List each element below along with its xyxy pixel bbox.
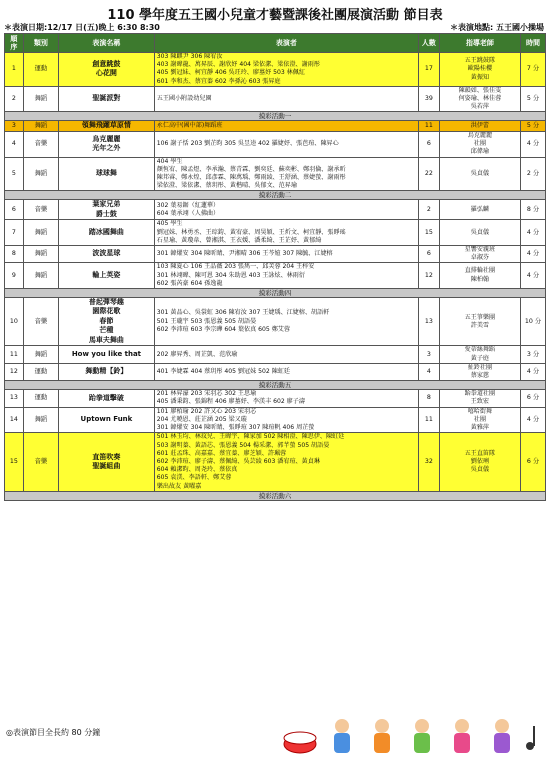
row-count <box>419 200 440 220</box>
row-performers-line: 601 李和杰、蔡宜蓁 602 李孫沁 603 張昇庭 <box>156 77 281 85</box>
row-performers <box>154 121 418 132</box>
row-teacher-line: 吳貞儀 <box>470 169 490 177</box>
row-teacher-line: 五王直笛隊 <box>464 449 496 457</box>
row-count-line: 3 <box>426 350 431 358</box>
row-show-name-line: 園際花歌 <box>92 307 121 316</box>
row-teacher <box>439 297 520 346</box>
row-category <box>23 86 58 112</box>
row-show-name <box>59 346 155 363</box>
row-show-name-line: 球球舞 <box>95 169 117 178</box>
row-teacher <box>439 245 520 262</box>
row-count <box>419 220 440 246</box>
row-performers-line: 405 潘秉鈞、張錦程 406 廖墓妤、李渼丰 602 廖子濤 <box>156 398 305 406</box>
program-row <box>5 53 546 87</box>
row-teacher-line: 吳貞儀 <box>470 466 490 474</box>
row-performers <box>154 245 418 262</box>
row-performers-line: 顏恆宥、陳孟煜、李承瀚、蔡青霖、劉奕廷、蘇奕彬、鄭羽倫、謝承昕 <box>156 165 346 173</box>
row-teacher-line: 跆拳道社團 <box>464 390 496 398</box>
program-body <box>5 53 546 501</box>
row-teacher-line: 五王跳鼓隊 <box>464 57 496 65</box>
interlude-label: 摸彩活動一 <box>5 112 546 121</box>
row-time-line: 8 分 <box>526 205 540 213</box>
row-number <box>5 220 24 246</box>
row-count-line: 2 <box>426 205 431 213</box>
row-count-line: 17 <box>424 65 433 73</box>
col-header-time: 時間 <box>520 34 545 53</box>
row-teacher <box>439 433 520 491</box>
row-count <box>419 263 440 289</box>
interlude-label: 摸彩活動二 <box>5 191 546 200</box>
row-count-line: 12 <box>424 271 433 279</box>
row-show-name <box>59 263 155 289</box>
row-time-line: 4 分 <box>526 140 540 148</box>
row-show-name <box>59 297 155 346</box>
row-time <box>520 363 545 380</box>
row-category-line: 運動 <box>34 394 48 402</box>
row-number-line: 9 <box>11 271 16 279</box>
row-performers-line: 五王國小附設幼兒園 <box>156 95 212 103</box>
row-number <box>5 390 24 407</box>
row-show-name-line: 普起彈琴趣 <box>88 297 124 306</box>
row-performers-line: 103 陳夏心 106 王品薇 203 張雋一、邱芙蓉 204 王梓安 <box>156 263 315 271</box>
row-category-line: 音樂 <box>34 317 48 325</box>
row-performers-line: 303 陳麒尹 306 陳宥汝 <box>156 53 223 60</box>
row-time-line: 5 分 <box>526 95 540 103</box>
row-performers-line: 永仁高中(國中部)舞蹈班 <box>156 122 223 130</box>
row-category <box>23 131 58 157</box>
row-show-name-line: 創意跳鼓 <box>92 59 121 68</box>
row-time-line: 10 分 <box>524 317 542 325</box>
row-time-line: 4 分 <box>526 271 540 279</box>
row-teacher <box>439 390 520 407</box>
place-info: ＊表演地點: 五王國小操場 <box>450 23 544 32</box>
row-category <box>23 263 58 289</box>
row-count-line: 6 <box>426 140 431 148</box>
row-performers-line: 301 韓燿安 304 陳昕睛、尹湘晴 306 王芩媗 307 陳毓、江婕榕 <box>156 250 333 258</box>
row-show-name-line: 踏冰國舞曲 <box>88 227 124 236</box>
row-category <box>23 220 58 246</box>
row-show-name-line: 跆拳道擊破 <box>88 393 124 402</box>
row-category-line: 音樂 <box>34 140 48 148</box>
program-row <box>5 245 546 262</box>
row-count-line: 11 <box>424 122 433 130</box>
row-teacher <box>439 407 520 433</box>
row-performers-line: 405 學生 <box>156 220 183 228</box>
program-row <box>5 346 546 363</box>
row-category <box>23 157 58 191</box>
page-title: 110 學年度五王國小兒童才藝暨課後社團展演活動 節目表 <box>107 8 443 23</box>
row-show-name-line: 葉家兄弟 <box>92 200 121 209</box>
interlude-row <box>5 491 546 500</box>
row-performers-line: 106 謝子恬 203 劉芷昀 305 吳昱逵 402 羅婕妤、張芭瑄、陳昇心 <box>156 140 339 148</box>
row-category <box>23 390 58 407</box>
row-teacher-line: 黃雅萍 <box>470 424 490 432</box>
row-number <box>5 263 24 289</box>
row-time-line: 6 分 <box>526 457 540 465</box>
row-performers <box>154 263 418 289</box>
row-count <box>419 390 440 407</box>
row-number-line: 14 <box>9 415 18 423</box>
drum-icon <box>284 732 316 753</box>
row-time <box>520 297 545 346</box>
interlude-row <box>5 288 546 297</box>
row-show-name <box>59 433 155 491</box>
row-category-line: 舞蹈 <box>34 95 48 103</box>
row-show-name <box>59 200 155 220</box>
row-performers-line: 405 劉冠妹、柯宜靜 406 吳玨玲、廖墓妤 503 林佩紅 <box>156 69 305 77</box>
interlude-label: 摸彩活動五 <box>5 381 546 390</box>
row-teacher-line: 烏克麗麗 <box>467 131 493 139</box>
row-performers-line: 201 林昇濠 203 宋羽芯 302 王思瑜 <box>156 390 257 398</box>
row-number <box>5 433 24 491</box>
music-note-icon <box>526 726 535 750</box>
row-show-name <box>59 245 155 262</box>
row-count <box>419 121 440 132</box>
row-count-line: 13 <box>424 317 433 325</box>
row-category-line: 舞蹈 <box>34 122 48 130</box>
row-count-line: 11 <box>424 415 433 423</box>
row-category <box>23 407 58 433</box>
row-teacher <box>439 157 520 191</box>
row-number <box>5 407 24 433</box>
row-count <box>419 297 440 346</box>
program-row <box>5 200 546 220</box>
row-time-line: 7 分 <box>526 65 540 73</box>
row-number-line: 7 <box>11 228 16 236</box>
row-number <box>5 297 24 346</box>
row-show-name <box>59 220 155 246</box>
row-performers-line: 601 莊孟珠、高嘉嘉、蔡宜蓁、廖芝穎、許珮蓉 <box>156 449 287 457</box>
row-show-name-line: 聖誕組曲 <box>92 462 121 470</box>
row-performers <box>154 346 418 363</box>
row-number-line: 3 <box>11 122 16 130</box>
row-performers <box>154 131 418 157</box>
row-show-name-line: Uptown Funk <box>80 415 133 424</box>
program-row <box>5 263 546 289</box>
row-performers-line: 501 王瓏宇 503 張恩義 505 胡語晏 <box>156 317 257 325</box>
row-number <box>5 86 24 112</box>
row-teacher-line: 社團 <box>473 415 486 423</box>
footnote: ◎表演節目全長約 80 分鐘 <box>6 728 101 737</box>
row-performers-line: 501 林玉均、林玟兒、王暐宇、陳家加 502 陳相澄、陳思伊、陳虹廷 <box>156 433 345 441</box>
row-performers <box>154 297 418 346</box>
row-category-line: 音樂 <box>34 457 48 465</box>
row-performers-line: 302 葉易鋸（紅蓮華） <box>156 201 220 209</box>
row-show-name-line: 聖誕派對 <box>92 94 121 103</box>
row-count-line: 32 <box>424 457 433 465</box>
row-teacher <box>439 263 520 289</box>
row-show-name-line: 直笛吹奏 <box>92 452 121 461</box>
row-show-name-line: 光年之外 <box>92 144 121 153</box>
row-teacher-line: 星響安親班 <box>464 245 496 253</box>
row-time-line: 5 分 <box>526 122 540 130</box>
row-count <box>419 363 440 380</box>
row-performers-line: 602 李沛瑄、廖子濤、蔡佩綺、吳芸綾 603 潘宥瑄、黃貞琳 <box>156 457 320 465</box>
col-header-category: 類別 <box>23 34 58 53</box>
row-time-line: 6 分 <box>526 394 540 402</box>
row-teacher-line: 卓淑芬 <box>470 254 490 262</box>
row-performers-line: 604 葉承翊（人佛曲） <box>156 209 220 217</box>
row-number-line: 15 <box>9 457 18 465</box>
row-performers-line: 301 林翊暐、陳可恩 304 朱助恩 403 王詠炫、林雨衍 <box>156 271 305 279</box>
row-teacher-line: 歐陽桂櫻 <box>467 65 493 73</box>
row-performers-line: 605 袁渼、李語軒、鄭艾蓉 <box>156 474 232 482</box>
row-show-name-line: 馬車夫舞曲 <box>88 335 124 344</box>
program-row <box>5 86 546 112</box>
row-teacher <box>439 346 520 363</box>
row-time <box>520 53 545 87</box>
children-band-illustration <box>270 716 545 756</box>
row-count-line: 4 <box>426 367 431 375</box>
row-teacher-line: 陳韻如、張佳雯 <box>458 86 502 94</box>
row-category-line: 舞蹈 <box>34 250 48 258</box>
row-time <box>520 121 545 132</box>
row-time <box>520 263 545 289</box>
row-performers-line: 204 尤曉恩、莊芷涵 205 梁又璇 <box>156 415 247 423</box>
row-show-name-line: 春節 <box>99 316 114 325</box>
row-category <box>23 53 58 87</box>
row-time <box>520 157 545 191</box>
row-count <box>419 245 440 262</box>
row-time-line: 4 分 <box>526 415 540 423</box>
row-performers-line: 劉冠妹、林勇丞、王琮鈞、黃宥豪、周昊穎、王炘文、柯宜靜、張睜瑤 <box>156 228 346 236</box>
row-show-name <box>59 157 155 191</box>
row-count <box>419 53 440 87</box>
row-performers-line: 301 韓燿安 304 陳昕睛、張睜瑄 307 陳瑄帆 406 周芷螢 <box>156 424 315 432</box>
row-show-name <box>59 363 155 380</box>
row-show-name-line: 芒種 <box>99 326 114 335</box>
row-teacher-line: 蔡家慈 <box>470 372 490 380</box>
program-row <box>5 131 546 157</box>
row-show-name <box>59 121 155 132</box>
row-count <box>419 346 440 363</box>
row-number-line: 11 <box>9 350 18 358</box>
row-count-line: 8 <box>426 394 431 402</box>
interlude-label: 摸彩活動四 <box>5 288 546 297</box>
row-time <box>520 131 545 157</box>
child-figure-icon <box>334 719 510 753</box>
row-count-line: 39 <box>424 95 433 103</box>
row-count <box>419 407 440 433</box>
program-row <box>5 297 546 346</box>
row-number-line: 5 <box>11 169 16 177</box>
row-category-line: 舞蹈 <box>34 350 48 358</box>
row-time <box>520 200 545 220</box>
row-teacher-line: 陳柏翰 <box>470 275 490 283</box>
col-header-performers: 表演者 <box>154 34 418 53</box>
row-teacher-line: 社團 <box>473 140 486 148</box>
row-category-line: 舞蹈 <box>34 271 48 279</box>
row-show-name-line: 爵士鼓 <box>95 209 117 218</box>
row-number <box>5 346 24 363</box>
row-count-line: 15 <box>424 228 433 236</box>
row-category <box>23 297 58 346</box>
row-number <box>5 363 24 380</box>
row-teacher <box>439 53 520 87</box>
row-number <box>5 121 24 132</box>
row-category-line: 舞蹈 <box>34 169 48 177</box>
row-number-line: 12 <box>9 367 18 375</box>
row-time-line: 4 分 <box>526 367 540 375</box>
row-teacher <box>439 220 520 246</box>
row-show-name <box>59 407 155 433</box>
row-count <box>419 433 440 491</box>
row-category-line: 音樂 <box>34 205 48 213</box>
col-header-show: 表演名稱 <box>59 34 155 53</box>
row-performers <box>154 200 418 220</box>
row-show-name-line: 波波星球 <box>92 249 121 258</box>
row-number-line: 6 <box>11 205 16 213</box>
row-show-name <box>59 390 155 407</box>
row-performers-line: 梁依澄、梁依潔、蔡玥彤、黃楷晴、吳郁文、范昇瑜 <box>156 182 297 190</box>
row-teacher-line: 洪伊蕾 <box>470 122 490 130</box>
program-row <box>5 433 546 491</box>
table-header-row <box>5 34 546 53</box>
row-teacher <box>439 200 520 220</box>
row-performers <box>154 220 418 246</box>
row-performers-line: 石星瑜、黃瓊韋、曾湘淇、王衣媛、潘柔綺、王芷妤、黃郁綺 <box>156 236 322 244</box>
row-performers-line: 602 李沛瑄 603 李宗曄 604 葉依真 605 鄭艾蓉 <box>156 325 290 333</box>
row-performers <box>154 86 418 112</box>
row-teacher-line: 何姿瑜、林佳蓉 <box>458 95 502 103</box>
row-performers-line: 404 學生 <box>156 157 183 165</box>
row-category-line: 運動 <box>34 65 48 73</box>
interlude-row <box>5 381 546 390</box>
row-number <box>5 245 24 262</box>
row-performers-line: 202 廖昇秀、周芷凱、范欣瑜 <box>156 350 238 358</box>
row-time-line: 2 分 <box>526 169 540 177</box>
row-show-name <box>59 86 155 112</box>
row-number <box>5 131 24 157</box>
row-category <box>23 363 58 380</box>
program-row <box>5 121 546 132</box>
row-performers-line: 樂出故友 黃曜嘉 <box>156 482 202 490</box>
row-show-name-line: How you like that <box>71 349 142 358</box>
row-teacher-line: 王致宏 <box>470 398 490 406</box>
row-time <box>520 390 545 407</box>
row-teacher-line: 劉依琍 <box>470 457 490 465</box>
row-category <box>23 200 58 220</box>
row-number <box>5 200 24 220</box>
row-time <box>520 86 545 112</box>
row-category-line: 舞蹈 <box>34 415 48 423</box>
row-category <box>23 121 58 132</box>
row-count-line: 6 <box>426 250 431 258</box>
row-show-name-line: 舞動精【鈴】 <box>85 367 128 376</box>
row-performers-line: 503 謝明蓁、黃語芯、張恩義 504 楊采潔、郭芊螢 505 胡語晏 <box>156 441 330 449</box>
row-teacher-line: 愛蒂絲舞蹈 <box>464 346 496 354</box>
row-performers-line: 陳邦睿、鄭永煌、邱彥霖、陳萬瑀、鄭雨綾、王舒涵、蔡婕螢、謝雨彤 <box>156 173 346 181</box>
row-time <box>520 346 545 363</box>
row-show-name-line: 心花開 <box>95 69 117 78</box>
program-row <box>5 157 546 191</box>
row-performers-line: 301 黃品心、吳裳虹 306 陳宥汝 307 王婕瑀、江婕榕、胡語軒 <box>156 309 330 317</box>
row-performers-line: 403 謝暐龍、萬昇辰、謝欣妤 404 梁依潔、梁依澄、謝雨彤 <box>156 61 320 69</box>
row-time <box>520 433 545 491</box>
row-performers <box>154 407 418 433</box>
row-teacher-line: 黃子庭 <box>470 354 490 362</box>
row-performers <box>154 157 418 191</box>
row-teacher <box>439 363 520 380</box>
row-show-name-line: 領舞飛躍草原情 <box>81 121 131 130</box>
row-time-line: 3 分 <box>526 350 540 358</box>
col-header-teacher: 指導老師 <box>439 34 520 53</box>
interlude-row <box>5 191 546 200</box>
program-row <box>5 363 546 380</box>
row-category <box>23 245 58 262</box>
row-count-line: 22 <box>424 169 433 177</box>
col-header-count: 人數 <box>419 34 440 53</box>
interlude-label: 摸彩活動六 <box>5 491 546 500</box>
row-performers-line: 101 廖栢瑜 202 許又心 203 宋羽芯 <box>156 407 257 415</box>
row-teacher-line: 羅弘麟 <box>470 205 490 213</box>
row-performers <box>154 390 418 407</box>
row-number-line: 4 <box>11 140 16 148</box>
row-number-line: 10 <box>9 317 18 325</box>
row-teacher <box>439 131 520 157</box>
row-number-line: 13 <box>9 394 18 402</box>
row-performers-line: 602 張芮豪 604 孫逸龍 <box>156 279 223 287</box>
interlude-row <box>5 112 546 121</box>
row-show-name <box>59 53 155 87</box>
row-teacher-line: 黃振知 <box>470 73 490 81</box>
date-info: ＊表演日期:12/17 日(五)晚上 6:30 8:30 <box>4 23 160 32</box>
row-teacher-line: 扯鈴社團 <box>467 363 493 371</box>
row-show-name-line: 烏克麗麗 <box>92 134 121 143</box>
row-number <box>5 157 24 191</box>
row-teacher-line: 嘻哈街舞 <box>467 407 493 415</box>
row-teacher-line: 邱偉瑜 <box>470 148 490 156</box>
row-teacher <box>439 86 520 112</box>
row-time-line: 4 分 <box>526 250 540 258</box>
row-teacher-line: 直排輪社團 <box>464 267 496 275</box>
row-time <box>520 245 545 262</box>
row-show-name-line: 輪上英姿 <box>92 270 121 279</box>
row-teacher-line: 許美雪 <box>470 321 490 329</box>
row-teacher-line: 五王箏樂團 <box>464 313 496 321</box>
row-performers <box>154 363 418 380</box>
program-table <box>4 33 546 501</box>
row-performers <box>154 433 418 491</box>
row-count <box>419 157 440 191</box>
row-number-line: 2 <box>11 95 16 103</box>
row-number-line: 1 <box>11 65 16 73</box>
row-category <box>23 346 58 363</box>
row-category-line: 舞蹈 <box>34 228 48 236</box>
row-show-name <box>59 131 155 157</box>
row-time-line: 4 分 <box>526 228 540 236</box>
program-row <box>5 220 546 246</box>
program-row <box>5 407 546 433</box>
row-performers-line: 401 李婕霖 404 蔡玥彤 405 劉冠妹 502 陳虹廷 <box>156 367 290 375</box>
row-time <box>520 220 545 246</box>
row-number <box>5 53 24 87</box>
col-header-no: 順序 <box>5 34 24 53</box>
program-row <box>5 390 546 407</box>
row-performers <box>154 53 418 87</box>
row-category <box>23 433 58 491</box>
row-performers-line: 604 賴潔昀、周尧玲、蔡依真 <box>156 466 238 474</box>
row-number-line: 8 <box>11 250 16 258</box>
row-teacher-line: 吳貞儀 <box>470 228 490 236</box>
row-count <box>419 131 440 157</box>
row-teacher-line: 吳若萍 <box>470 103 490 111</box>
row-count <box>419 86 440 112</box>
row-time <box>520 407 545 433</box>
row-teacher <box>439 121 520 132</box>
row-category-line: 運動 <box>34 367 48 375</box>
